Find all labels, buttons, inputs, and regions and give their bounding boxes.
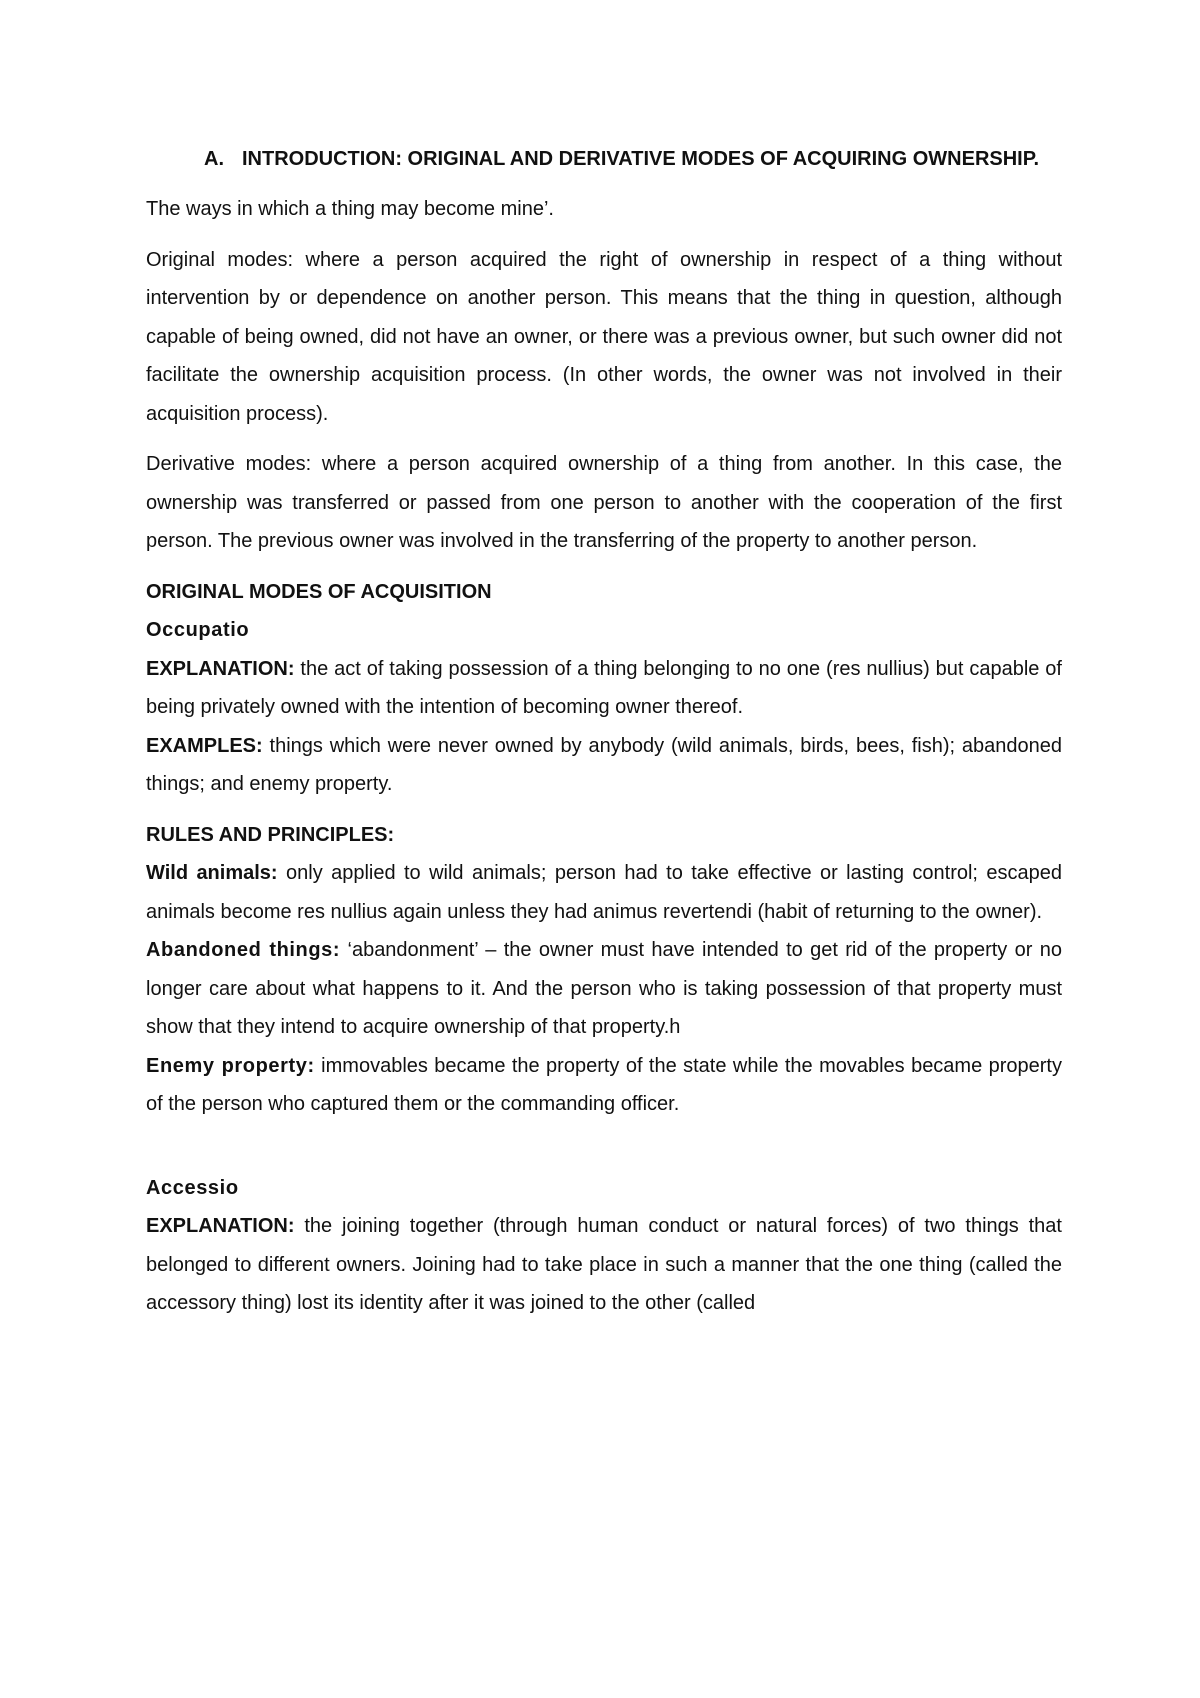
rule-enemy-property bbox=[146, 1047, 1062, 1124]
accessio-title: Accessio bbox=[146, 1176, 239, 1199]
accessio-explanation-text: the joining together (through human conduct or natural forces) of two things that belonged to different owners. Joining had to take place in such a manner that the one thing (called the accessory thing) lost its identity after it was joined to the other (called bbox=[146, 1215, 1062, 1314]
abandoned-things-text: ‘abandonment’ – the owner must have intended to get rid of the property or no longer care about what happens to it. And the person who is taking possession of that property must show that they intend to acquire ownership of that property.h bbox=[146, 939, 1062, 1038]
explanation-label: EXPLANATION: bbox=[146, 657, 295, 680]
examples-text: things which were never owned by anybody (wild animals, birds, bees, fish); abandoned things; and enemy property. bbox=[146, 734, 1062, 795]
rule-wild-animals bbox=[146, 854, 1062, 931]
examples-label: EXAMPLES: bbox=[146, 734, 263, 757]
derivative-modes-paragraph: Derivative modes: where a person acquired ownership of a thing from another. In this case, the ownership was transferred or passed from one person to another with the cooperation of the first person. The previous owner was involved in the transferring of the property to another person. bbox=[146, 453, 1062, 552]
document-page bbox=[146, 140, 1062, 1323]
heading-text: INTRODUCTION: ORIGINAL AND DERIVATIVE MODES OF ACQUIRING OWNERSHIP. bbox=[242, 148, 1040, 170]
intro-line: The ways in which a thing may become mine’. bbox=[146, 198, 554, 220]
occupatio-title: Occupatio bbox=[146, 619, 250, 641]
accessio-explanation-label: EXPLANATION: bbox=[146, 1215, 295, 1237]
rules-title: RULES AND PRINCIPLES: bbox=[146, 823, 395, 846]
enemy-property-text: immovables became the property of the state while the movables became property of the person who captured them or the commanding officer. bbox=[146, 1054, 1062, 1115]
abandoned-things-label: Abandoned things: bbox=[146, 939, 341, 961]
heading-letter: A. bbox=[204, 148, 224, 170]
wild-animals-text: only applied to wild animals; person had to take effective or lasting control; escaped animals become res nullius again unless they had animus revertendi (habit of returning to the owner). bbox=[146, 862, 1063, 923]
occupatio-examples bbox=[146, 727, 1062, 804]
original-modes-paragraph: Original modes: where a person acquired the right of ownership in respect of a thing without intervention by or dependence on another person. This means that the thing in question, although capable of being owned, did not have an owner, or there was a previous owner, but such owner did not facilitate the ownership acquisition process. (In other words, the owner was not involved in their acquisition process). bbox=[146, 248, 1062, 425]
explanation-text: the act of taking possession of a thing belonging to no one (res nullius) but capable of being privately owned with the intention of becoming owner thereof. bbox=[146, 657, 1062, 718]
section-title: ORIGINAL MODES OF ACQUISITION bbox=[146, 580, 492, 603]
wild-animals-label: Wild animals: bbox=[146, 862, 278, 884]
section-heading bbox=[204, 140, 1062, 178]
accessio-explanation bbox=[146, 1207, 1062, 1323]
enemy-property-label: Enemy property: bbox=[146, 1054, 315, 1077]
occupatio-explanation bbox=[146, 650, 1062, 727]
rule-abandoned-things bbox=[146, 931, 1062, 1047]
